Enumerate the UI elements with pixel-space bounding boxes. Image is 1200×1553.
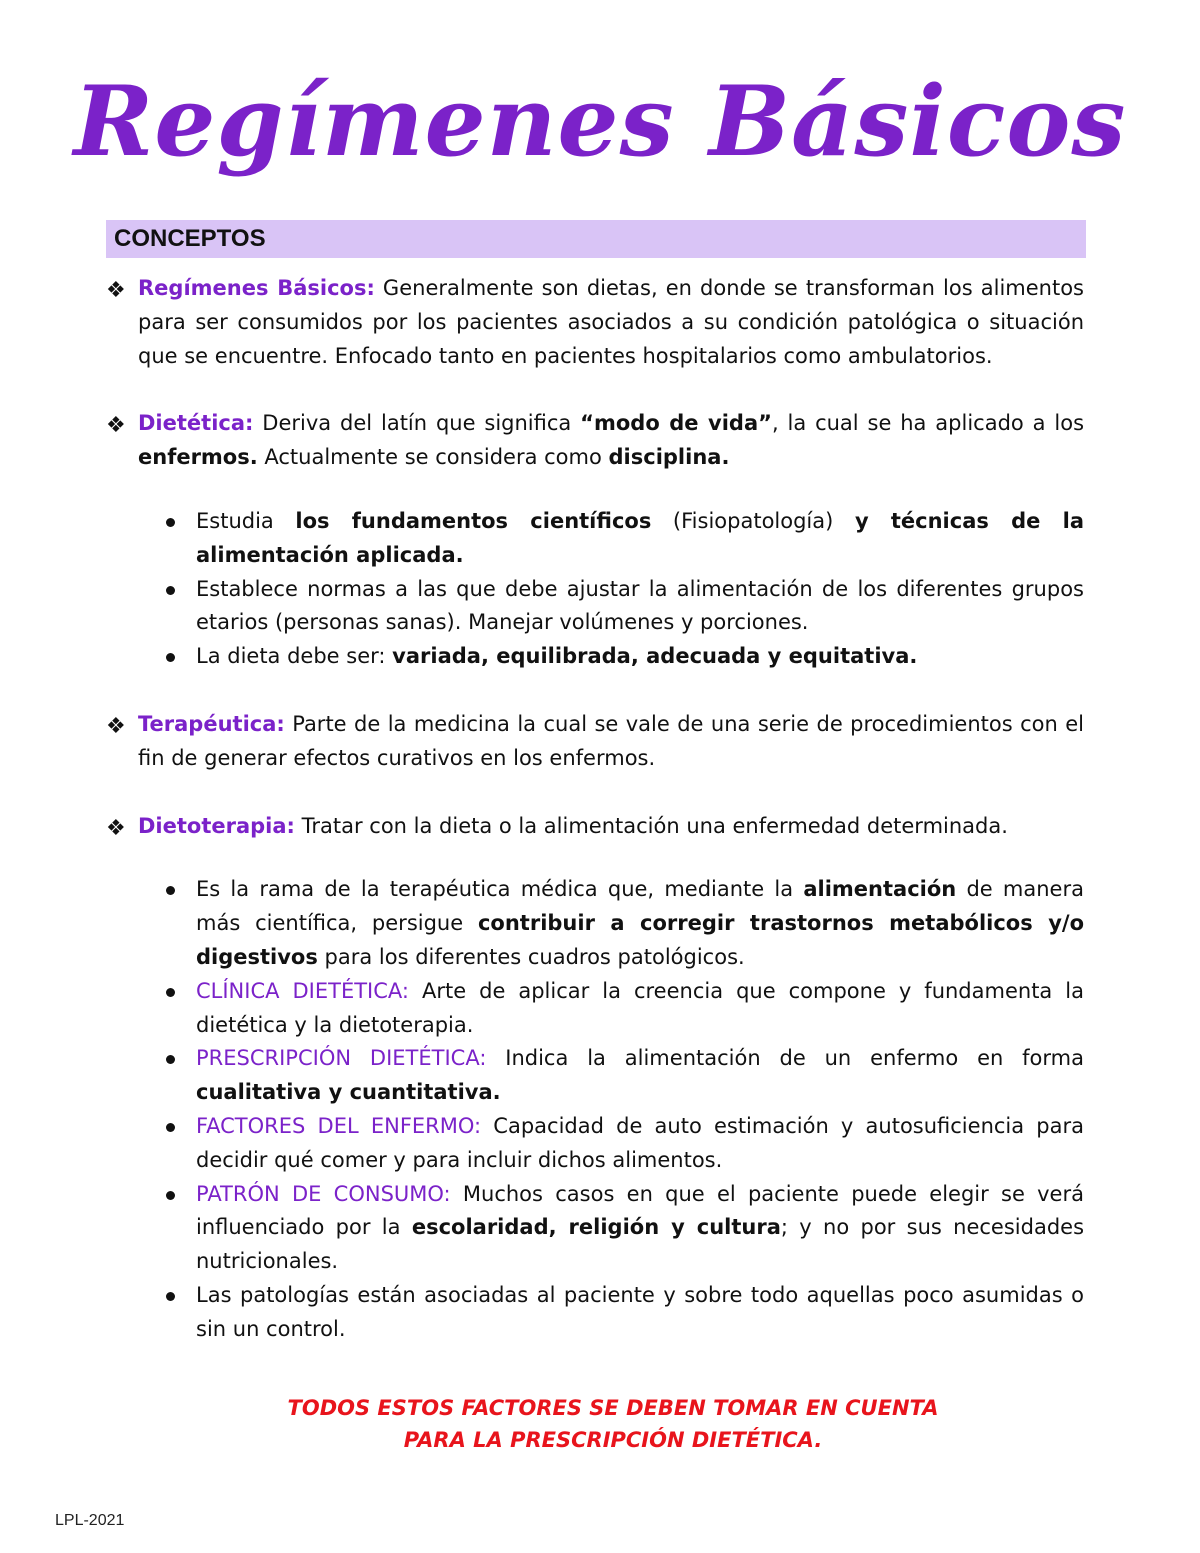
list-term: PRESCRIPCIÓN DIETÉTICA: [196, 1046, 487, 1071]
concept-term: Terapéutica: [138, 711, 285, 736]
list-text-bold: cualitativa y cuantitativa. [196, 1080, 501, 1105]
concept-regimenes-basicos [106, 272, 1084, 373]
list-text: Capacidad de auto estimación y autosuficiencia para decidir qué comer y para incluir dichos alimentos. [196, 1113, 1084, 1172]
section-header [106, 220, 1086, 258]
list-term: PATRÓN DE CONSUMO: [196, 1181, 451, 1206]
list-item [162, 975, 1084, 1043]
concept-text-bold: “modo de vida” [580, 411, 772, 436]
concept-dietoterapia [106, 810, 1084, 844]
list-text-bold: escolaridad, religión y cultura [411, 1215, 781, 1240]
concept-text: Tratar con la dieta o la alimentación una enfermedad determinada. [294, 813, 1008, 838]
diamond-bullet-icon: ❖ [106, 413, 126, 439]
list-text: Establece normas a las que debe ajustar la alimentación de los diferentes grupos etarios (personas sanas). Manejar volúmenes y porciones. [196, 576, 1084, 635]
list-text-bold: contribuir a corregir trastornos metabólicos y/o digestivos [196, 911, 1084, 969]
concept-terapeutica [106, 708, 1084, 776]
list-text: ; y no por sus necesidades nutricionales. [196, 1215, 1085, 1274]
list-item [162, 573, 1084, 641]
concept-text: , la cual se ha aplicado a los [771, 411, 1085, 436]
list-text-bold: variada, equilibrada, adecuada y equitativa. [392, 644, 918, 669]
list-text-bold: los fundamentos científicos [295, 508, 652, 533]
warning-line-1: TODOS ESTOS FACTORES SE DEBEN TOMAR EN CUENTA [287, 1396, 939, 1420]
list-term: CLÍNICA DIETÉTICA: [196, 978, 409, 1003]
warning-note [0, 1392, 1200, 1456]
list-term: FACTORES DEL ENFERMO: [196, 1113, 482, 1138]
list-text: Estudia [196, 508, 296, 533]
concept-term: Dietoterapia: [138, 813, 295, 838]
list-item [162, 505, 1084, 573]
list-text: Indica la alimentación de un enfermo en forma [486, 1046, 1084, 1071]
list-item [162, 640, 1084, 674]
list-text: (Fisiopatología) [651, 508, 855, 533]
list-item [162, 1178, 1084, 1279]
section-label: CONCEPTOS [114, 225, 266, 252]
concept-term: Regímenes Básicos: [138, 276, 375, 300]
list-text: Es la rama de la terapéutica médica que, mediante la [196, 877, 804, 902]
list-text-bold: y técnicas de la alimentación aplicada. [196, 508, 1085, 567]
concepts-content [106, 272, 1084, 1347]
list-text: La dieta debe ser: [196, 644, 393, 669]
concept-text-bold: enfermos. [138, 445, 258, 470]
list-text-bold: alimentación [803, 877, 957, 902]
diamond-bullet-icon: ❖ [106, 713, 126, 739]
diamond-bullet-icon: ❖ [106, 815, 126, 841]
list-item [162, 1110, 1084, 1178]
list-text: Muchos casos en que el paciente puede elegir se verá influenciado por la [196, 1181, 1084, 1240]
dietoterapia-bullet-list [106, 873, 1084, 1346]
concept-text: Generalmente son dietas, en donde se transforman los alimentos para ser consumidos por los pacientes asociados a su condición patológica o situación que se encuentre. Enfocado tanto en pacientes hospitalarios como ambulatorios. [138, 276, 1085, 368]
warning-line-2: PARA LA PRESCRIPCIÓN DIETÉTICA. [403, 1428, 823, 1452]
concept-text: Deriva del latín que significa [253, 411, 581, 436]
concept-text-bold: disciplina. [608, 445, 730, 470]
concept-term: Dietética: [138, 411, 254, 436]
list-text: para los diferentes cuadros patológicos. [317, 944, 745, 969]
dietetica-bullet-list [106, 505, 1084, 674]
list-text: de manera más científica, persigue [196, 877, 1084, 936]
list-text: Arte de aplicar la creencia que compone y fundamenta la dietética y la dietoterapia. [196, 978, 1084, 1037]
concept-dietetica [106, 407, 1084, 475]
list-text: Las patologías están asociadas al paciente y sobre todo aquellas poco asumidas o sin un control. [196, 1282, 1084, 1341]
diamond-bullet-icon: ❖ [106, 278, 126, 303]
footer-code: LPL-2021 [55, 1512, 125, 1529]
list-item [162, 873, 1084, 974]
concept-text: Actualmente se considera como [257, 445, 609, 470]
list-item [162, 1042, 1084, 1110]
list-item [162, 1279, 1084, 1347]
page-title: Regímenes Básicos [73, 65, 1127, 178]
concept-text: Parte de la medicina la cual se vale de una serie de procedimientos con el fin de generar efectos curativos en los enfermos. [138, 711, 1084, 770]
